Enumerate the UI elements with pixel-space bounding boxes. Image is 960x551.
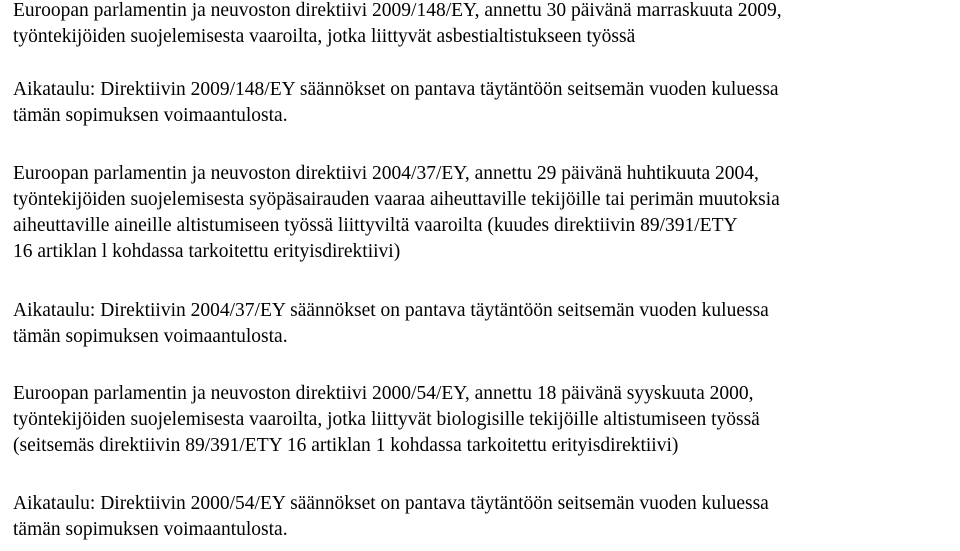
- schedule-2000-54-paragraph: Aikataulu: Direktiivin 2000/54/EY säännökset on pantava täytäntöön seitsemän vuoden kuluessa tämän sopimuksen voimaantulosta.: [13, 493, 769, 540]
- directive-2000-54-paragraph: Euroopan parlamentin ja neuvoston direktiivi 2000/54/EY, annettu 18 päivänä syyskuuta 2000, työntekijöiden suojelemisesta vaaroilta, jotka liittyvät biologisille tekijöille altistumiseen työssä (seitsemäs direktiivin 89/391/ETY 16 artiklan 1 kohdassa tarkoitettu erityisdirektiivi): [13, 383, 760, 456]
- directive-2004-37-paragraph: Euroopan parlamentin ja neuvoston direktiivi 2004/37/EY, annettu 29 päivänä huhtikuuta 2004, työntekijöiden suojelemisesta syöpäsairauden vaaraa aiheuttaville tekijöille tai perimän muutoksia aiheuttaville aineille altistumiseen työssä liittyviltä vaaroilta (kuudes direktiivin 89/391/ETY 16 artiklan l kohdassa tarkoitettu erityisdirektiivi): [13, 163, 780, 262]
- directive-2009-148-paragraph: Euroopan parlamentin ja neuvoston direktiivi 2009/148/EY, annettu 30 päivänä marraskuuta 2009, työntekijöiden suojelemisesta vaaroilta, jotka liittyvät asbestialtistukseen työssä: [13, 0, 782, 47]
- schedule-2009-148-paragraph: Aikataulu: Direktiivin 2009/148/EY säännökset on pantava täytäntöön seitsemän vuoden kuluessa tämän sopimuksen voimaantulosta.: [13, 79, 779, 126]
- schedule-2004-37-paragraph: Aikataulu: Direktiivin 2004/37/EY säännökset on pantava täytäntöön seitsemän vuoden kuluessa tämän sopimuksen voimaantulosta.: [13, 300, 769, 347]
